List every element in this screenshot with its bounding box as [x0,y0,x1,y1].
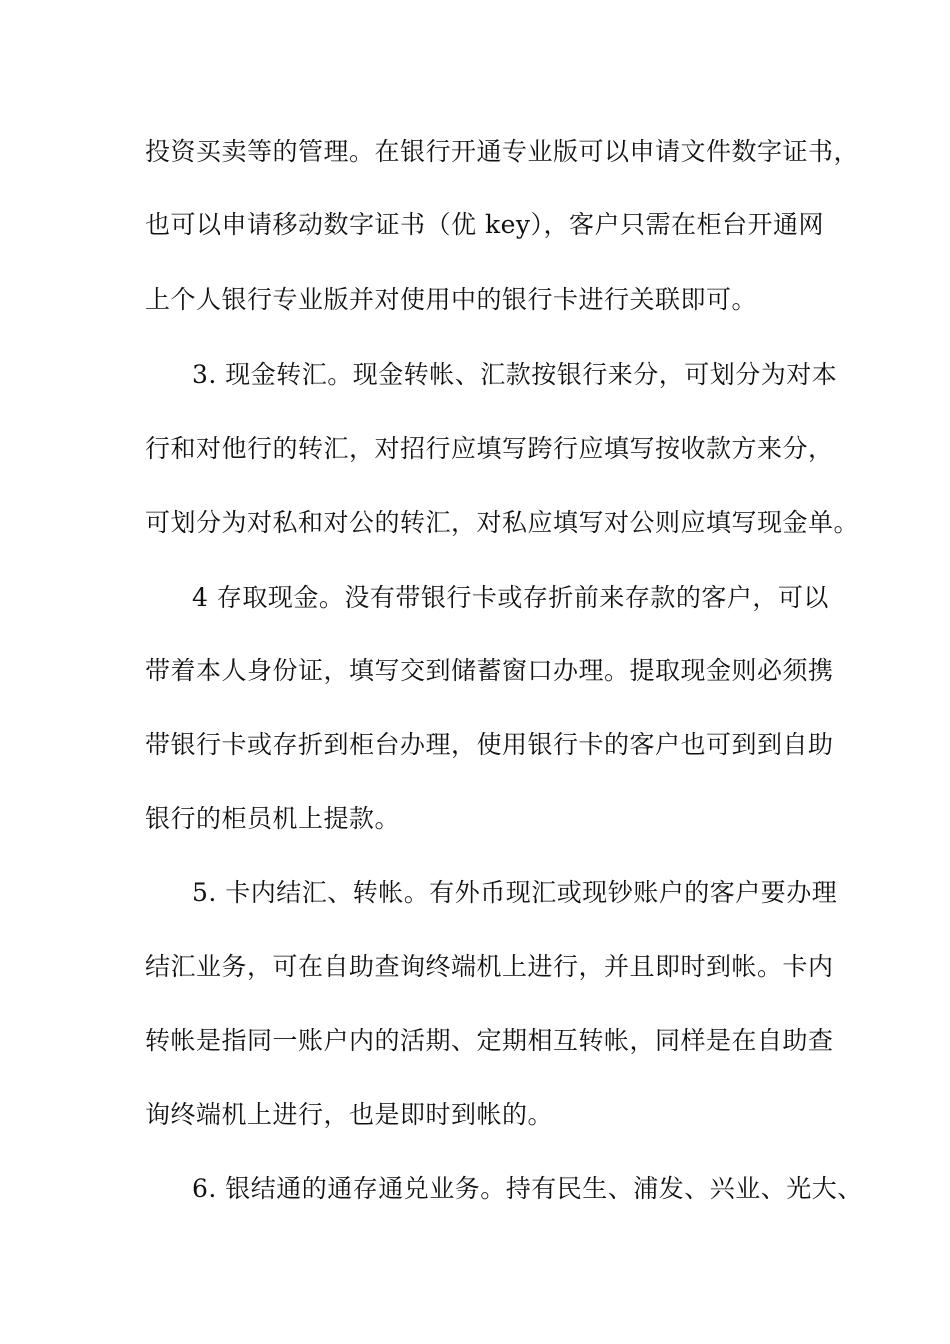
text-line-6: 可划分为对私和对公的转汇，对私应填写对公则应填写现金单。 [145,508,860,537]
text-line-5: 行和对他行的转汇，对招行应填写跨行应填写按收款方来分， [145,434,834,463]
text-line-8: 带着本人身份证，填写交到储蓄窗口办理。提取现金则必须携 [145,656,834,685]
text-line-1: 投资买卖等的管理。在银行开通专业版可以申请文件数字证书， [145,137,860,166]
text-line-12: 结汇业务，可在自助查询终端机上进行，并且即时到帐。卡内 [145,952,834,981]
text-line-11: 5. 卡内结汇、转帐。有外币现汇或现钞账户的客户要办理 [192,878,838,907]
text-line-13: 转帐是指同一账户内的活期、定期相互转帐，同样是在自助查 [145,1026,834,1055]
text-line-14: 询终端机上进行，也是即时到帐的。 [145,1100,554,1129]
text-line-7: 4 存取现金。没有带银行卡或存折前来存款的客户，可以 [192,583,829,612]
text-line-9: 带银行卡或存折到柜台办理，使用银行卡的客户也可到到自助 [145,730,834,759]
text-line-3: 上个人银行专业版并对使用中的银行卡进行关联即可。 [145,285,758,314]
text-line-4: 3. 现金转汇。现金转帐、汇款按银行来分，可划分为对本 [192,360,838,389]
text-line-2: 也可以申请移动数字证书（优 key），客户只需在柜台开通网 [145,210,825,239]
text-line-10: 银行的柜员机上提款。 [145,804,401,833]
text-line-15: 6. 银结通的通存通兑业务。持有民生、浦发、兴业、光大、 [192,1174,863,1203]
